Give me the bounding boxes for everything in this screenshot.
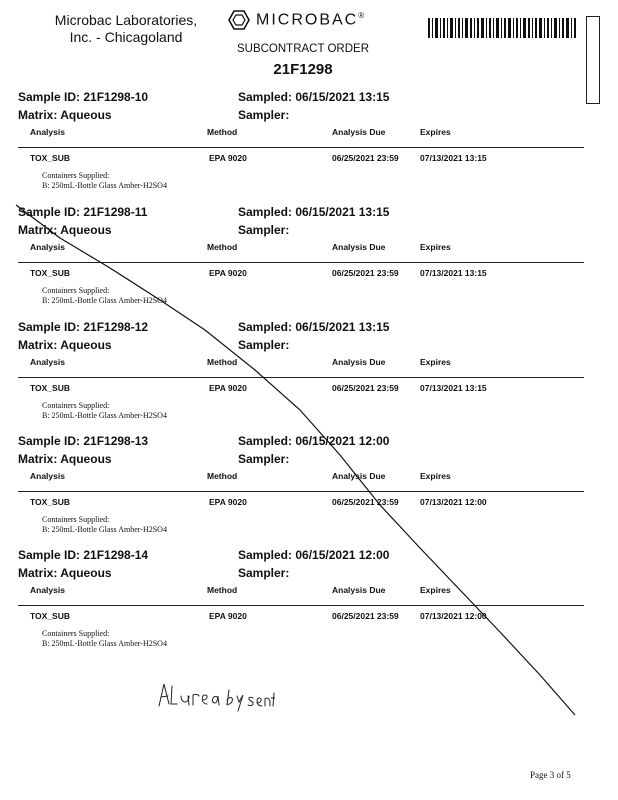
due-value: 06/25/2021 23:59 (332, 268, 399, 278)
sampled-line: Sampled: 06/15/2021 13:15 (238, 205, 390, 219)
expires-value: 07/13/2021 12:00 (420, 611, 487, 621)
analysis-value: TOX_SUB (30, 268, 70, 278)
sampled-line: Sampled: 06/15/2021 12:00 (238, 434, 390, 448)
containers: Containers Supplied: B: 250mL-Bottle Glass Amber-H2SO4 (42, 286, 167, 305)
analysis-value: TOX_SUB (30, 497, 70, 507)
col-analysis-due: Analysis Due (332, 585, 386, 595)
col-expires: Expires (420, 127, 451, 137)
divider (18, 262, 584, 263)
page-number: Page 3 of 5 (530, 770, 571, 780)
sample-id-line: Sample ID: 21F1298-11 (18, 205, 148, 219)
sample-id-line: Sample ID: 21F1298-12 (18, 320, 149, 334)
col-expires: Expires (420, 357, 451, 367)
col-analysis-due: Analysis Due (332, 471, 386, 481)
col-analysis-due: Analysis Due (332, 242, 386, 252)
company-name (26, 12, 226, 46)
method-value: EPA 9020 (209, 497, 247, 507)
matrix-line: Matrix: Aqueous (18, 566, 112, 580)
col-analysis: Analysis (30, 357, 65, 367)
sample-id-line: Sample ID: 21F1298-10 (18, 90, 149, 104)
col-method: Method (207, 242, 238, 252)
due-value: 06/25/2021 23:59 (332, 611, 399, 621)
analysis-value: TOX_SUB (30, 383, 70, 393)
col-expires: Expires (420, 242, 451, 252)
expires-value: 07/13/2021 13:15 (420, 383, 487, 393)
sampler-line: Sampler: (238, 566, 290, 580)
hexagon-logo-icon (228, 10, 250, 30)
method-value: EPA 9020 (209, 268, 247, 278)
due-value: 06/25/2021 23:59 (332, 383, 399, 393)
col-method: Method (207, 357, 238, 367)
expires-value: 07/13/2021 12:00 (420, 497, 487, 507)
sampled-line: Sampled: 06/15/2021 12:00 (238, 548, 390, 562)
sampler-line: Sampler: (238, 452, 290, 466)
sample-block (0, 434, 618, 548)
col-analysis-due: Analysis Due (332, 357, 386, 367)
logo-text: MICROBAC® (256, 10, 367, 29)
col-analysis: Analysis (30, 471, 65, 481)
handwritten-note (155, 678, 275, 714)
sample-id-line: Sample ID: 21F1298-14 (18, 548, 149, 562)
sample-block (0, 90, 618, 204)
containers: Containers Supplied: B: 250mL-Bottle Glass Amber-H2SO4 (42, 171, 167, 190)
containers: Containers Supplied: B: 250mL-Bottle Glass Amber-H2SO4 (42, 401, 167, 420)
sampled-line: Sampled: 06/15/2021 13:15 (238, 320, 390, 334)
sampled-line: Sampled: 06/15/2021 13:15 (238, 90, 390, 104)
sample-block (0, 548, 618, 662)
col-method: Method (207, 471, 238, 481)
analysis-value: TOX_SUB (30, 153, 70, 163)
due-value: 06/25/2021 23:59 (332, 497, 399, 507)
method-value: EPA 9020 (209, 153, 247, 163)
order-number: 21F1298 (273, 61, 333, 78)
matrix-line: Matrix: Aqueous (18, 452, 112, 466)
col-method: Method (207, 585, 238, 595)
sample-id-line: Sample ID: 21F1298-13 (18, 434, 149, 448)
sample-block (0, 320, 618, 434)
barcode (428, 18, 576, 38)
col-analysis: Analysis (30, 127, 65, 137)
company-line-1: Microbac Laboratories, (54, 12, 198, 28)
containers: Containers Supplied: B: 250mL-Bottle Glass Amber-H2SO4 (42, 629, 167, 648)
col-analysis: Analysis (30, 242, 65, 252)
col-analysis-due: Analysis Due (332, 127, 386, 137)
due-value: 06/25/2021 23:59 (332, 153, 399, 163)
col-expires: Expires (420, 585, 451, 595)
containers: Containers Supplied: B: 250mL-Bottle Glass Amber-H2SO4 (42, 515, 167, 534)
document-title: SUBCONTRACT ORDER (236, 43, 370, 55)
method-value: EPA 9020 (209, 611, 247, 621)
divider (18, 605, 584, 606)
col-expires: Expires (420, 471, 451, 481)
microbac-logo (228, 9, 366, 31)
divider (18, 147, 584, 148)
col-analysis: Analysis (30, 585, 65, 595)
divider (18, 491, 584, 492)
col-method: Method (207, 127, 238, 137)
sampler-line: Sampler: (238, 108, 290, 122)
sample-block (0, 205, 618, 319)
expires-value: 07/13/2021 13:15 (420, 153, 487, 163)
matrix-line: Matrix: Aqueous (18, 223, 112, 237)
expires-value: 07/13/2021 13:15 (420, 268, 487, 278)
matrix-line: Matrix: Aqueous (18, 338, 112, 352)
matrix-line: Matrix: Aqueous (18, 108, 112, 122)
sampler-line: Sampler: (238, 223, 290, 237)
sampler-line: Sampler: (238, 338, 290, 352)
method-value: EPA 9020 (209, 383, 247, 393)
company-line-2: Inc. - Chicagoland (69, 29, 183, 45)
analysis-value: TOX_SUB (30, 611, 70, 621)
divider (18, 377, 584, 378)
